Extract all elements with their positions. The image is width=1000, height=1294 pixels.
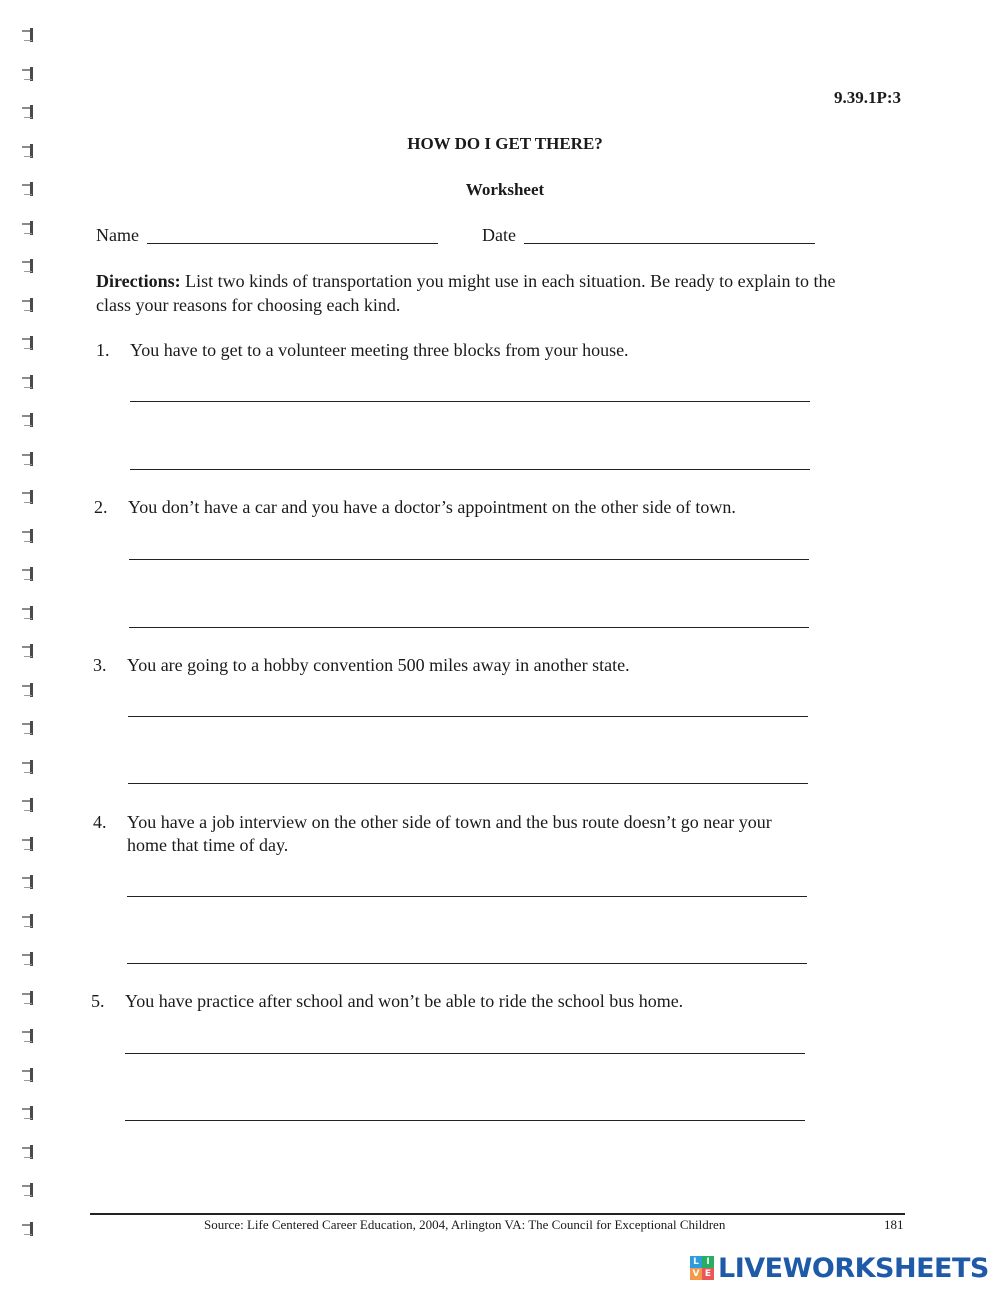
- binding-ring-icon: [22, 1029, 36, 1043]
- question-text: You have practice after school and won’t be able to ride the school bus home.: [125, 991, 684, 1011]
- binding-ring-icon: [22, 375, 36, 389]
- answer-line-4b[interactable]: [127, 963, 807, 964]
- logo-letter: I: [702, 1256, 714, 1268]
- binding-ring-icon: [22, 914, 36, 928]
- binding-ring-icon: [22, 413, 36, 427]
- binding-ring-icon: [22, 452, 36, 466]
- directions-label: Directions:: [96, 271, 181, 291]
- answer-line-5a[interactable]: [125, 1053, 805, 1054]
- answer-line-2a[interactable]: [129, 559, 809, 560]
- answer-line-1b[interactable]: [130, 469, 810, 470]
- worksheet-code: 9.39.1P:3: [834, 88, 902, 107]
- question-5: [91, 990, 851, 1040]
- binding-ring-icon: [22, 1106, 36, 1120]
- binding-ring-icon: [22, 259, 36, 273]
- question-number: 4.: [93, 812, 107, 832]
- page-number: 181: [884, 1217, 904, 1232]
- question-text: You don’t have a car and you have a doctor’s appointment on the other side of town.: [128, 497, 736, 517]
- binding-ring-icon: [22, 1068, 36, 1082]
- logo-letter: V: [690, 1268, 702, 1280]
- spiral-binding: [18, 28, 42, 1258]
- binding-ring-icon: [22, 991, 36, 1005]
- binding-ring-icon: [22, 567, 36, 581]
- binding-ring-icon: [22, 1222, 36, 1236]
- footer-divider: [90, 1213, 905, 1215]
- worksheet-title: HOW DO I GET THERE?: [407, 134, 603, 153]
- binding-ring-icon: [22, 105, 36, 119]
- question-number: 3.: [93, 655, 107, 675]
- binding-ring-icon: [22, 529, 36, 543]
- answer-line-4a[interactable]: [127, 896, 807, 897]
- question-text: You have to get to a volunteer meeting three blocks from your house.: [130, 340, 629, 360]
- binding-ring-icon: [22, 490, 36, 504]
- logo-letter: E: [702, 1268, 714, 1280]
- question-2: [94, 496, 854, 546]
- binding-ring-icon: [22, 837, 36, 851]
- source-citation: Source: Life Centered Career Education, 2004, Arlington VA: The Council for Exceptional Children: [204, 1217, 726, 1232]
- question-text: You are going to a hobby convention 500 miles away in another state.: [127, 655, 630, 675]
- liveworksheets-brand: LIVEWORKSHEETS: [718, 1252, 989, 1284]
- answer-line-1a[interactable]: [130, 401, 810, 402]
- question-4: [93, 811, 853, 861]
- date-field[interactable]: [524, 243, 815, 244]
- directions-text: List two kinds of transportation you might use in each situation. Be ready to explain to the class your reasons for choosing each kind.: [96, 271, 836, 315]
- binding-ring-icon: [22, 798, 36, 812]
- binding-ring-icon: [22, 336, 36, 350]
- date-label: Date: [482, 225, 516, 245]
- binding-ring-icon: [22, 298, 36, 312]
- answer-line-2b[interactable]: [129, 627, 809, 628]
- binding-ring-icon: [22, 875, 36, 889]
- name-field[interactable]: [147, 243, 438, 244]
- answer-line-3a[interactable]: [128, 716, 808, 717]
- question-1: [96, 339, 856, 389]
- question-text: You have a job interview on the other side of town and the bus route doesn’t go near your home that time of day.: [127, 812, 772, 855]
- question-number: 2.: [94, 497, 108, 517]
- binding-ring-icon: [22, 1183, 36, 1197]
- liveworksheets-watermark: [690, 1252, 989, 1284]
- directions: [96, 269, 856, 317]
- binding-ring-icon: [22, 644, 36, 658]
- liveworksheets-logo-icon: [690, 1256, 714, 1280]
- question-number: 5.: [91, 991, 105, 1011]
- question-number: 1.: [96, 340, 110, 360]
- binding-ring-icon: [22, 683, 36, 697]
- binding-ring-icon: [22, 28, 36, 42]
- binding-ring-icon: [22, 221, 36, 235]
- binding-ring-icon: [22, 606, 36, 620]
- answer-line-3b[interactable]: [128, 783, 808, 784]
- name-label: Name: [96, 225, 139, 245]
- answer-line-5b[interactable]: [125, 1120, 805, 1121]
- worksheet-subtitle: Worksheet: [465, 180, 545, 199]
- binding-ring-icon: [22, 67, 36, 81]
- binding-ring-icon: [22, 760, 36, 774]
- binding-ring-icon: [22, 952, 36, 966]
- question-3: [93, 654, 853, 704]
- binding-ring-icon: [22, 1145, 36, 1159]
- logo-letter: L: [690, 1256, 702, 1268]
- binding-ring-icon: [22, 721, 36, 735]
